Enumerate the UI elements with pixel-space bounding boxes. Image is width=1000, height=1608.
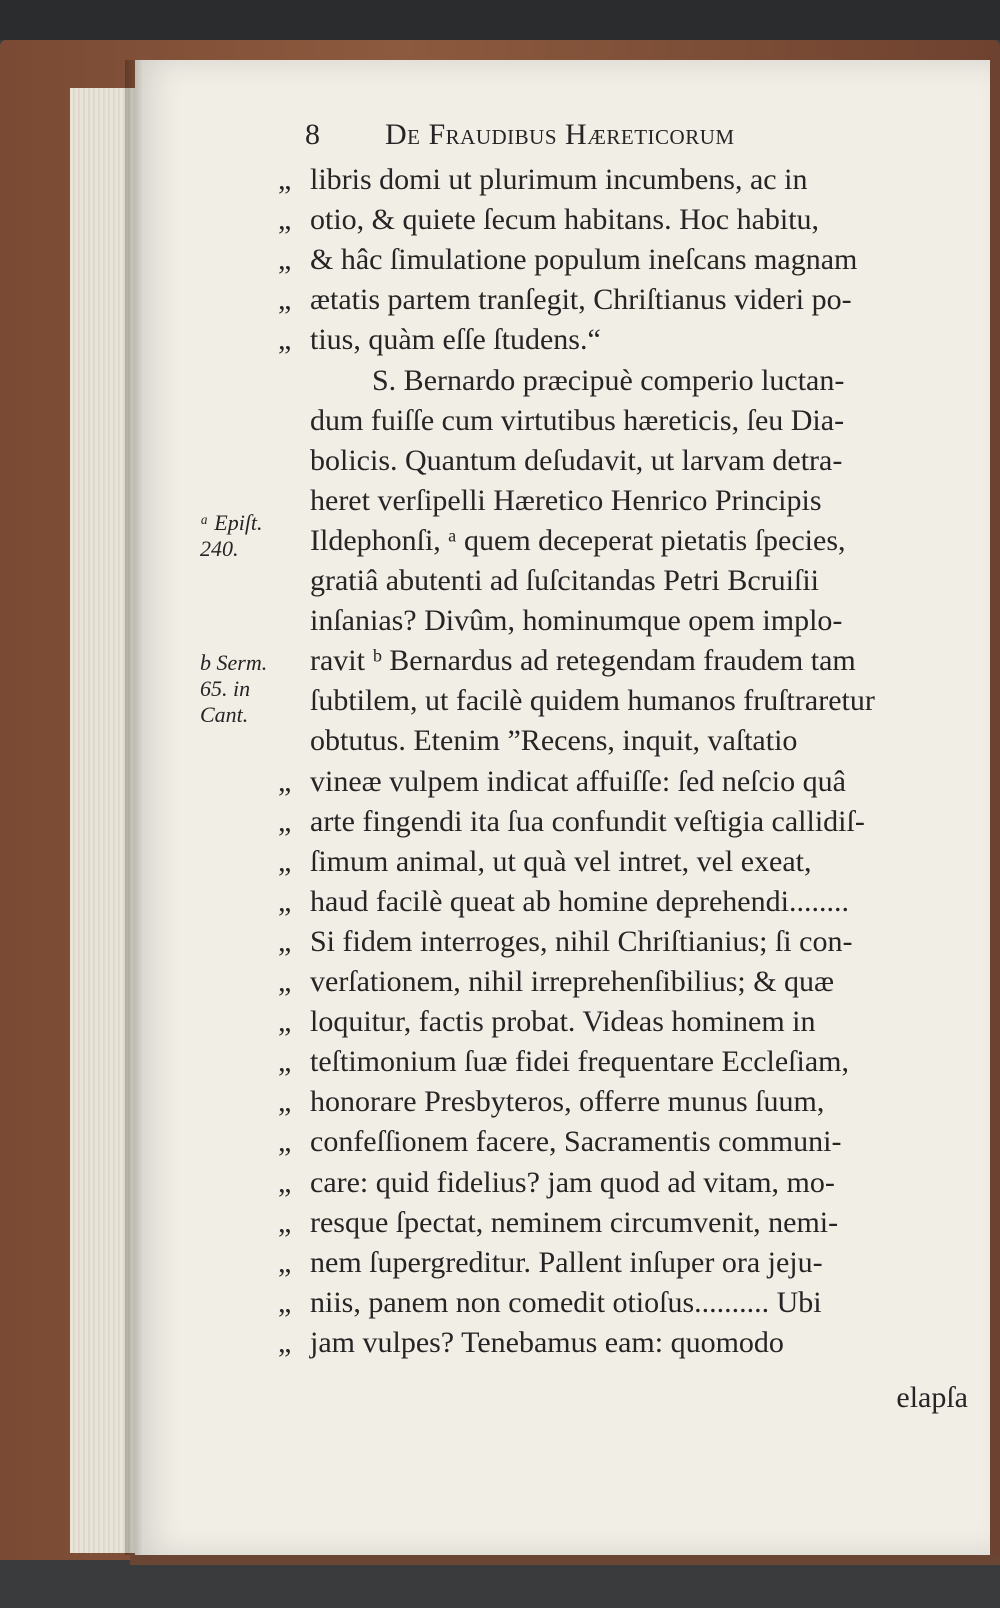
text-line	[278, 882, 968, 922]
text-line	[278, 200, 968, 240]
line-text: inſanias? Divûm, hominumque opem implo-	[310, 604, 843, 638]
line-text: ſubtilem, ut facilè quidem humanos fruſtraretur	[310, 684, 875, 718]
line-text: ravit ᵇ Bernardus ad retegendam fraudem tam	[310, 644, 856, 678]
line-text: heret verſipelli Hæretico Henrico Principis	[310, 483, 822, 517]
quote-mark: „	[278, 965, 292, 998]
text-line	[278, 842, 968, 882]
text-line	[278, 1163, 968, 1203]
line-text: verſationem, nihil irreprehenſibilius; & quæ	[310, 965, 835, 998]
text-line	[278, 521, 968, 561]
margin-note-a-line1: ᵃ Epiſt.	[200, 510, 263, 535]
quote-mark: „	[278, 283, 292, 317]
line-text: & hâc ſimulatione populum ineſcans magnam	[310, 243, 858, 277]
quote-mark: „	[278, 844, 292, 878]
quote-mark: „	[278, 764, 292, 798]
text-line	[278, 762, 968, 802]
line-text: gratiâ abutenti ad ſuſcitandas Petri Bcruiſii	[310, 564, 820, 597]
line-text: vineæ vulpem indicat affuiſſe: ſed neſcio quâ	[310, 764, 846, 798]
text-line	[278, 361, 968, 401]
text-line	[278, 1243, 968, 1283]
text-line	[278, 681, 968, 721]
text-line	[278, 802, 968, 842]
line-text: resque ſpectat, neminem circumvenit, nemi-	[310, 1205, 839, 1239]
text-line	[278, 922, 968, 962]
quote-mark: „	[278, 1205, 292, 1239]
margin-note-b-line1: b Serm.	[200, 650, 268, 675]
line-text: haud facilè queat ab homine deprehendi........	[310, 884, 849, 918]
text-line	[278, 1203, 968, 1243]
quote-mark: „	[278, 1125, 292, 1159]
quote-mark: „	[278, 1245, 292, 1279]
text-line	[278, 240, 968, 280]
quote-mark: „	[278, 1165, 292, 1199]
text-line	[278, 641, 968, 681]
text-line	[278, 962, 968, 1002]
line-text: ætatis partem tranſegit, Chriſtianus videri po-	[310, 283, 852, 317]
text-line	[278, 160, 968, 200]
line-text: teſtimonium ſuæ fidei frequentare Eccleſiam,	[310, 1045, 849, 1079]
text-line	[278, 1002, 968, 1042]
quote-mark: „	[278, 804, 292, 838]
line-text: dum fuiſſe cum virtutibus hæreticis, ſeu Dia-	[310, 403, 845, 437]
quote-mark: „	[278, 1045, 292, 1079]
text-line	[278, 1122, 968, 1162]
text-line	[278, 1082, 968, 1122]
text-line	[278, 601, 968, 641]
spine-shadow	[125, 60, 143, 1555]
line-text: bolicis. Quantum deſudavit, ut larvam detra-	[310, 443, 843, 477]
line-text: arte fingendi ita ſua confundit veſtigia callidiſ-	[310, 804, 865, 838]
text-line	[278, 721, 968, 761]
text-line	[278, 280, 968, 320]
line-text: nem ſupergreditur. Pallent inſuper ora jeju-	[310, 1245, 823, 1279]
text-line	[278, 561, 968, 601]
margin-note-b	[200, 650, 267, 728]
line-text: S. Bernardo præcipuè comperio luctan-	[372, 363, 845, 397]
line-text: Si fidem interroges, nihil Chriſtianius; ſi con-	[310, 924, 853, 958]
margin-note-a	[200, 510, 263, 562]
quote-mark: „	[278, 323, 292, 357]
catchword: elapſa	[896, 1381, 968, 1414]
line-text: honorare Presbyteros, offerre munus ſuum,	[310, 1085, 825, 1119]
line-text: care: quid fidelius? jam quod ad vitam, mo-	[310, 1165, 835, 1199]
text-line	[278, 481, 968, 521]
line-text: otio, & quiete ſecum habitans. Hoc habitu,	[310, 203, 820, 237]
line-text: ſimum animal, ut quà vel intret, vel exeat,	[310, 844, 812, 878]
line-text: Ildephonſi, ᵃ quem deceperat pietatis ſpecies,	[310, 523, 846, 557]
line-text: obtutus. Etenim ”Recens, inquit, vaſtatio	[310, 724, 798, 758]
text-line	[278, 1323, 968, 1363]
quote-mark: „	[278, 884, 292, 918]
quote-mark: „	[278, 243, 292, 277]
quote-mark: „	[278, 203, 292, 237]
running-title: De Fraudibus Hæreticorum	[385, 118, 735, 151]
quote-mark: „	[278, 1005, 292, 1039]
quote-mark: „	[278, 924, 292, 958]
page-number: 8	[305, 118, 321, 151]
text-line	[278, 1283, 968, 1323]
line-text: confeſſionem facere, Sacramentis communi-	[310, 1125, 842, 1159]
margin-note-b-line2: 65. in	[200, 676, 251, 701]
running-header	[305, 118, 905, 162]
line-text: niis, panem non comedit otioſus.......... Ubi	[310, 1285, 822, 1319]
margin-note-a-line2: 240.	[200, 536, 239, 561]
text-line	[278, 441, 968, 481]
margin-note-b-line3: Cant.	[200, 702, 249, 727]
quote-mark: „	[278, 163, 292, 196]
text-line	[278, 401, 968, 441]
line-text: tius, quàm eſſe ſtudens.“	[310, 323, 601, 357]
line-text: jam vulpes? Tenebamus eam: quomodo	[310, 1325, 784, 1359]
quote-mark: „	[278, 1285, 292, 1319]
quote-mark: „	[278, 1085, 292, 1119]
cover-bottom-edge	[130, 1555, 1000, 1565]
line-text: libris domi ut plurimum incumbens, ac in	[310, 163, 808, 196]
quote-mark: „	[278, 1325, 292, 1359]
text-line	[278, 320, 968, 360]
line-text: loquitur, factis probat. Videas hominem in	[310, 1005, 816, 1039]
text-line	[278, 1042, 968, 1082]
